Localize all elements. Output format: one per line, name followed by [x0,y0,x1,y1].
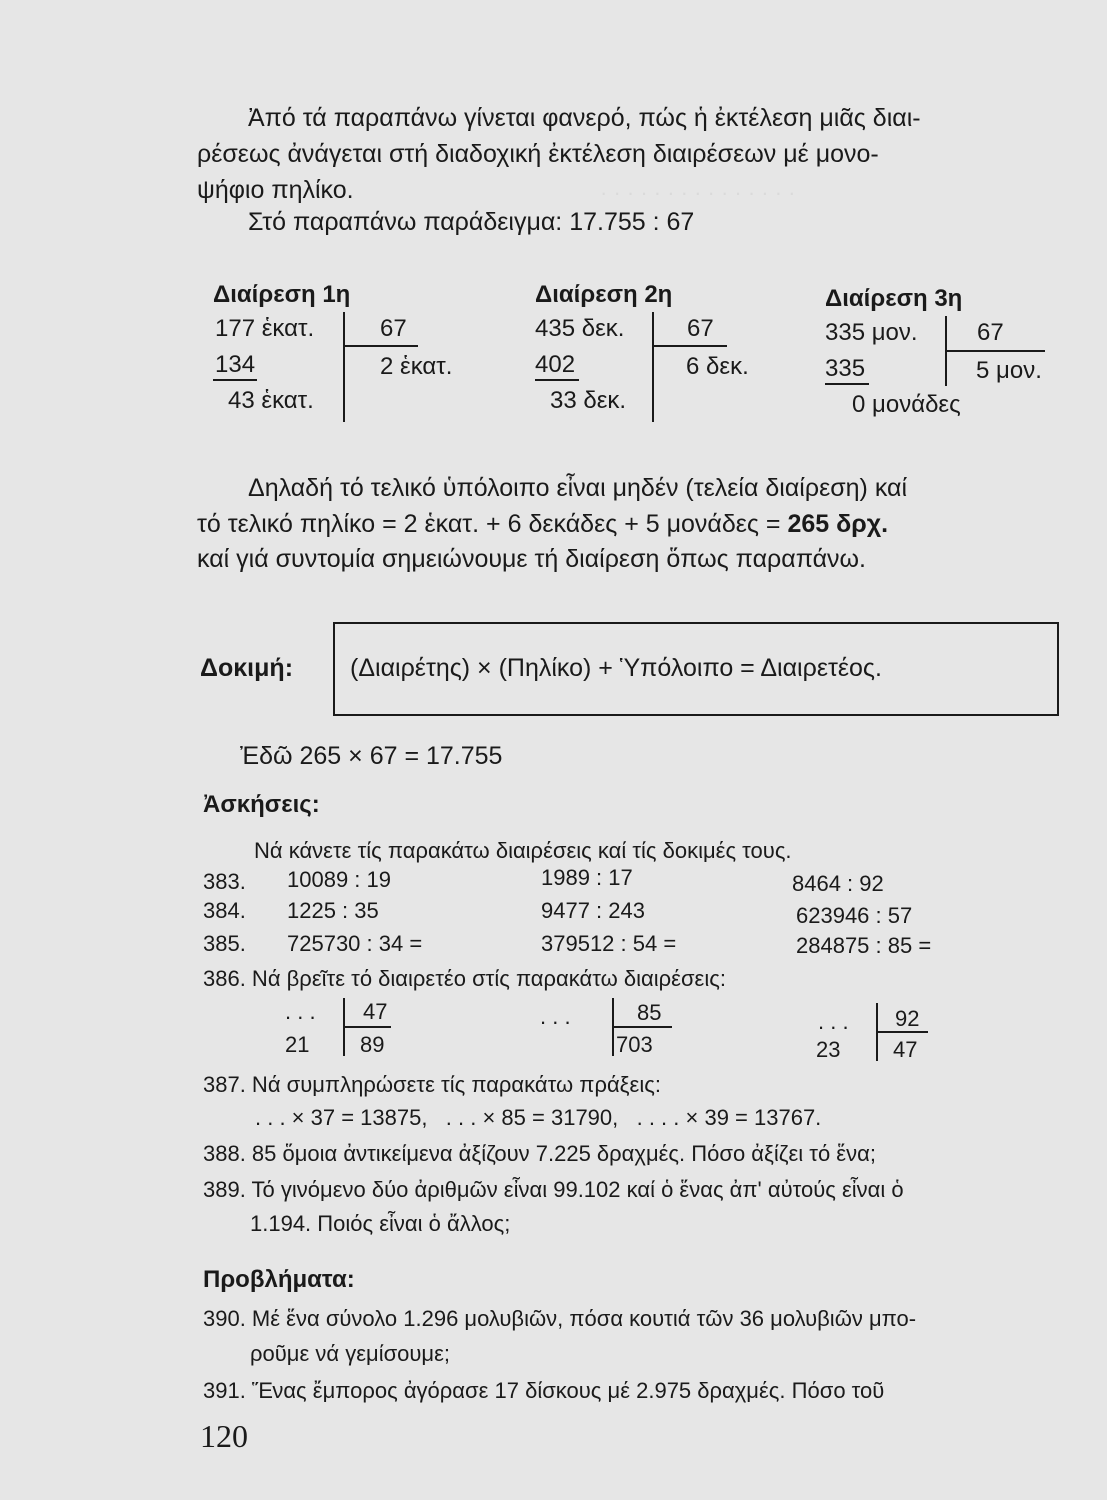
exercise-385-a: 725730 : 34 = [287,931,423,956]
summary-result: 265 δρχ. [787,510,889,538]
exercise-383-number: 383. [203,869,246,894]
problem-391-line-1: 391. Ἕνας ἔμπορος ἀγόρασε 17 δίσκους μέ 2.975 δραχμές. Πόσο τοῦ [203,1378,885,1403]
division-2-subtract-line [535,379,579,381]
exercise-386-1-line [343,1026,391,1028]
problems-title: Προβλήματα: [203,1266,355,1293]
summary-line-2 [197,508,888,541]
division-1-subtract: 134 [215,351,256,378]
exercise-386-3-remainder: 23 [816,1037,841,1062]
division-2-remainder: 33 δεκ. [550,387,627,414]
division-3-subtract: 335 [825,355,866,382]
division-1-dividend: 177 ἑκατ. [215,315,315,342]
division-3-dividend: 335 μον. [825,319,918,346]
check-formula: (Διαιρέτης) × (Πηλίκο) + Ὑπόλοιπο = Διαιρετέος. [350,654,882,682]
problem-390-line-1: 390. Μέ ἕνα σύνολο 1.296 μολυβιῶν, πόσα κουτιά τῶν 36 μολυβιῶν μπο- [203,1306,917,1331]
exercise-383-b: 1989 : 17 [541,865,633,890]
exercise-384-c: 623946 : 57 [796,903,913,928]
division-2-title: Διαίρεση 2η [535,281,673,308]
exercise-386-1-quotient: 89 [360,1032,385,1057]
division-1-subtract-line [213,379,257,381]
division-3-remainder: 0 μονάδες [852,391,961,418]
exercise-385-b: 379512 : 54 = [541,931,677,956]
exercise-384-number: 384. [203,898,246,923]
exercise-386-3-dividend: . . . [818,1009,849,1034]
exercises-instruction: Νά κάνετε τίς παρακάτω διαιρέσεις καί τίς δοκιμές τους. [254,838,792,863]
exercise-386-3-divisor: 92 [895,1006,920,1031]
exercise-389-line-2: 1.194. Ποιός εἶναι ὁ ἄλλος; [250,1211,511,1236]
exercise-383-a: 10089 : 19 [287,867,391,892]
division-1-divisor-line [343,345,418,347]
division-1-vertical-bar [343,312,345,422]
exercise-386-1-divisor: 47 [363,999,388,1024]
division-2-subtract: 402 [535,351,576,378]
exercises-title: Ἀσκήσεις: [203,791,320,818]
division-3-subtract-line [825,383,869,385]
division-2-quotient: 6 δεκ. [686,353,749,380]
exercise-383-c: 8464 : 92 [792,871,884,896]
exercise-386-1-dividend: . . . [285,999,316,1024]
division-1-remainder: 43 ἑκατ. [228,387,314,414]
intro-line-3: ψήφιο πηλίκο. [197,176,354,204]
exercise-386-3-quotient: 47 [893,1037,918,1062]
exercise-386-1-remainder: 21 [285,1032,310,1057]
division-2-divisor-line [652,345,727,347]
intro-line-2: ρέσεως ἀνάγεται στή διαδοχική ἐκτέλεση διαιρέσεων μέ μονο- [197,140,879,168]
exercise-388: 388. 85 ὅμοια ἀντικείμενα ἀξίζουν 7.225 δραχμές. Πόσο ἀξίζει τό ἕνα; [203,1141,876,1166]
exercise-386-2-divisor: 85 [637,1000,662,1025]
exercise-386-3-line [876,1031,928,1033]
summary-line-2-text: τό τελικό πηλίκο = 2 ἑκατ. + 6 δεκάδες + 5 μονάδες = [197,510,788,538]
exercise-386-2-quotient: 703 [616,1032,653,1057]
division-2-vertical-bar [652,312,654,422]
bleed-through: · · · · · · · · · · · · · · · [600,180,796,205]
division-3-quotient: 5 μον. [976,357,1042,384]
summary-line-1: Δηλαδή τό τελικό ὑπόλοιπο εἶναι μηδέν (τελεία διαίρεση) καί [248,474,908,502]
exercise-385-number: 385. [203,931,246,956]
summary-line-3: καί γιά συντομία σημειώνουμε τή διαίρεση ὅπως παραπάνω. [197,545,867,573]
division-2-dividend: 435 δεκ. [535,315,625,342]
division-3-divisor-line [945,350,1045,352]
division-3-divisor: 67 [977,319,1004,346]
exercise-384-b: 9477 : 243 [541,898,645,923]
page-number: 120 [200,1418,248,1454]
exercise-386-2-line [612,1026,672,1028]
division-1-title: Διαίρεση 1η [213,281,351,308]
check-formula-box [333,622,1059,716]
exercise-387-text: 387. Νά συμπληρώσετε τίς παρακάτω πράξεις: [203,1072,661,1097]
division-1-quotient: 2 ἑκατ. [380,353,453,380]
verification-line: Ἐδῶ 265 × 67 = 17.755 [240,742,503,770]
exercise-389-line-1: 389. Τό γινόμενο δύο ἀριθμῶν εἶναι 99.102 καί ὁ ἕνας ἀπ' αὐτούς εἶναι ὁ [203,1177,904,1202]
division-2-divisor: 67 [687,315,714,342]
exercise-386-2-dividend: . . . [540,1004,571,1029]
example-line: Στό παραπάνω παράδειγμα: 17.755 : 67 [248,208,695,236]
division-1-divisor: 67 [380,315,407,342]
problem-390-line-2: ροῦμε νά γεμίσουμε; [250,1341,451,1366]
division-3-title: Διαίρεση 3η [825,285,963,312]
exercise-384-a: 1225 : 35 [287,898,379,923]
exercise-385-c: 284875 : 85 = [796,933,932,958]
check-label: Δοκιμή: [200,654,294,682]
exercise-386-text: 386. Νά βρεῖτε τό διαιρετέο στίς παρακάτω διαιρέσεις: [203,966,726,991]
intro-line-1: Ἀπό τά παραπάνω γίνεται φανερό, πώς ἡ ἐκτέλεση μιᾶς διαι- [248,104,921,132]
exercise-387-items: . . . × 37 = 13875, . . . × 85 = 31790, . . . . × 39 = 13767. [255,1105,822,1130]
